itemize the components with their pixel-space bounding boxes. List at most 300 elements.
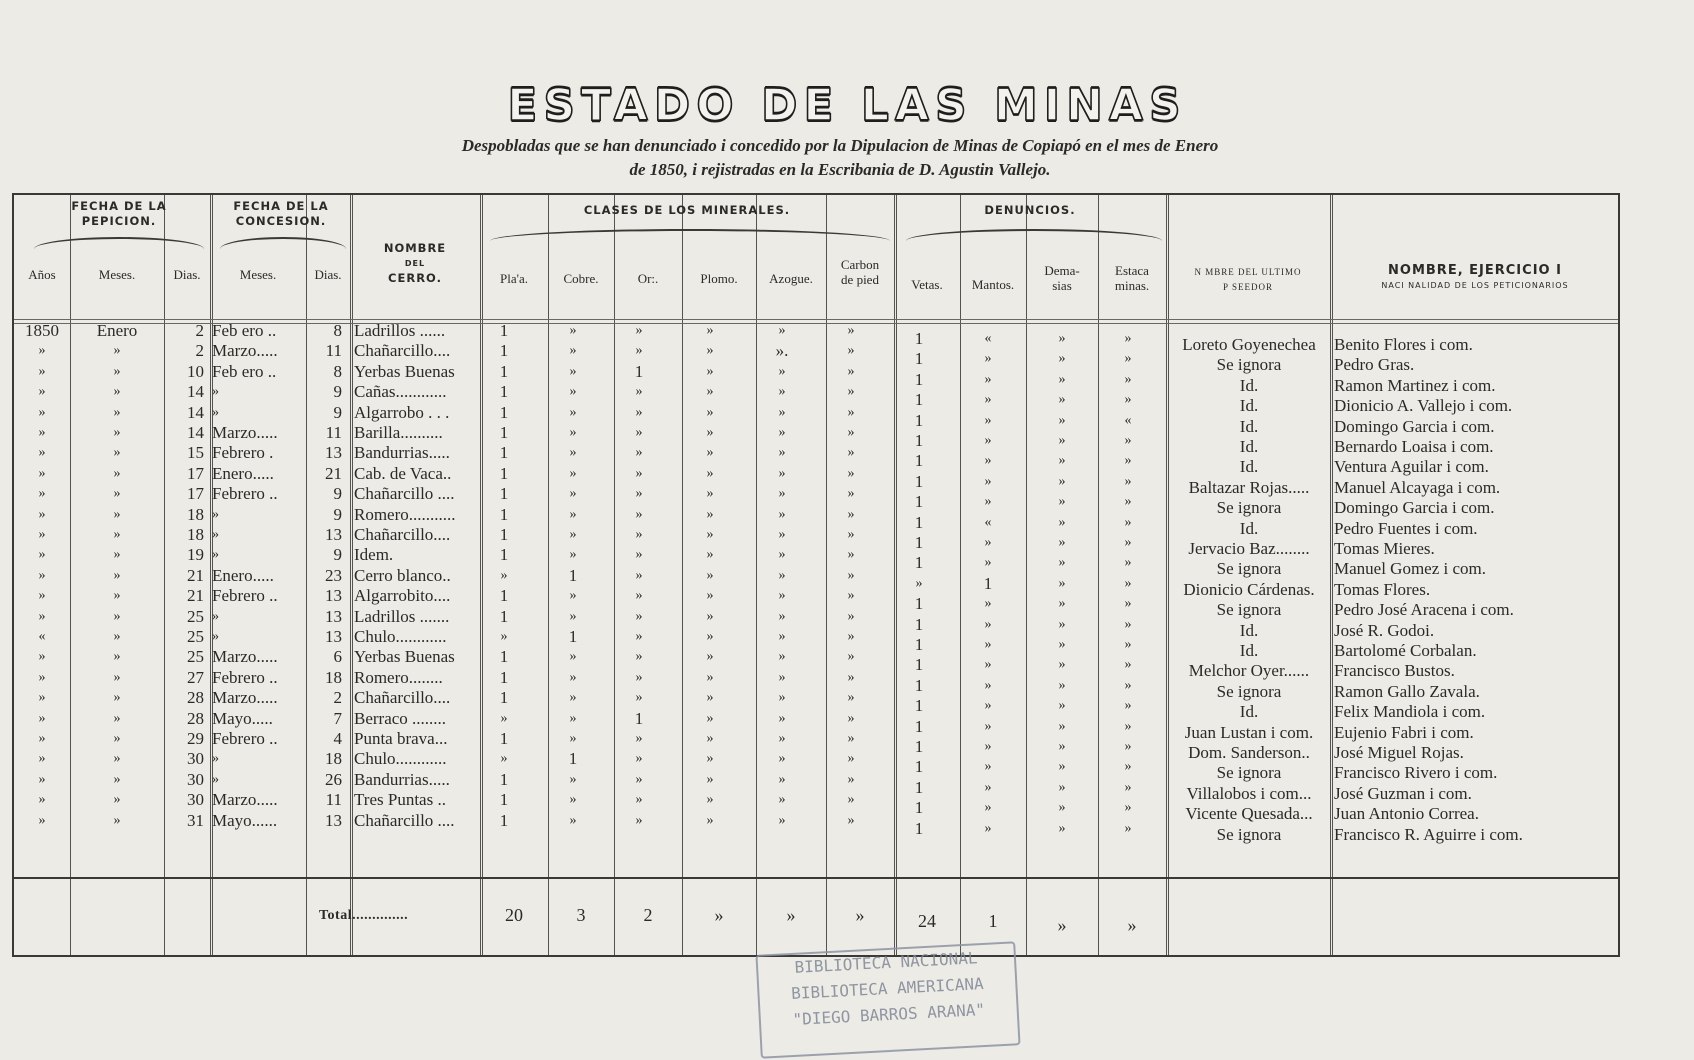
cell-cerro: Romero........... [354,504,456,524]
cell-cmes: Febrero .. [212,667,278,687]
cell-cerro: Bandurrias..... [354,769,450,789]
cell-demasias: » [1058,535,1066,550]
cell-cerro: Tres Puntas .. [354,790,446,810]
cell-vetas: 1 [914,390,924,410]
header-meses-concesion: Meses. [239,267,277,282]
cell-dia: 14 [187,423,204,442]
cell-vetas: 1 [914,696,924,716]
cell-plomo: » [706,812,714,828]
cell-demasias: » [1058,820,1066,836]
cell-mes: » [113,812,121,828]
page-title: ESTADO DE LAS MINAS [507,80,1187,131]
cell-dia: 14 [187,402,204,422]
cell-estaca: » [1124,718,1132,734]
cell-azogue: ». [775,341,789,361]
cell-mes: » [113,629,121,644]
cell-plata: 1 [499,545,509,565]
cell-plata: 1 [499,423,509,442]
cell-mantos: » [984,616,992,632]
cell-dia: 29 [187,729,204,748]
cell-mantos: » [984,535,992,550]
header-demasias-line-1: Dema- [1044,263,1080,278]
cell-peticionario: Tomas Mieres. [1334,539,1435,558]
cell-vetas: 1 [914,675,924,695]
cell-azogue: » [778,425,786,440]
header-dias: Dias. [173,267,201,282]
cell-azogue: » [778,771,786,787]
cell-cmes: » [212,404,219,420]
cell-mes: Enero [96,321,138,340]
cell-mantos: » [984,677,992,693]
cell-peticionario: Ramon Gallo Zavala. [1334,681,1480,701]
cell-poseedor: Dionicio Cárdenas. [1183,579,1315,599]
cell-cerro: Barilla.......... [354,423,443,442]
cell-azogue: » [778,710,786,726]
cell-ano: » [38,425,46,440]
cell-cmes: » [212,608,219,624]
cell-mes: » [113,486,121,502]
cell-mantos: » [984,657,992,673]
cell-demasias: » [1058,555,1066,571]
cell-cmes: Enero..... [212,463,274,483]
total-mantos: 1 [988,911,998,931]
cell-mantos: » [984,555,992,571]
cell-cdia: 13 [325,606,342,626]
cell-cmes: » [212,771,219,787]
cell-plomo: » [706,629,714,644]
cell-ano: » [38,812,46,828]
cell-ano: » [38,445,46,461]
cell-dia: 30 [187,769,204,789]
cell-cmes: Febrero . [212,443,274,463]
cell-plomo: » [706,323,714,338]
cell-azogue: » [778,608,786,624]
cell-mes: » [113,547,121,563]
cell-cmes: » [212,384,219,400]
header-fecha-peticion: FECHA DE LA PEPICION. [71,199,167,228]
header-rule [14,319,1618,320]
cell-demasias: » [1058,718,1066,734]
cell-poseedor: Id. [1239,620,1259,640]
cell-estaca: » [1124,473,1132,489]
cell-vetas: 1 [914,655,924,675]
cell-plata: » [500,751,508,767]
cell-estaca: » [1124,677,1132,693]
cell-cobre: » [569,608,577,624]
cell-cerro: Yerbas Buenas [354,647,455,667]
cell-estaca: » [1124,759,1132,775]
cell-azogue: » [778,751,786,767]
cell-estaca: » [1124,433,1132,448]
cell-azogue: » [778,323,786,338]
cell-demasias: » [1058,698,1066,714]
cell-plata: 1 [499,729,509,748]
cell-dia: 2 [195,341,204,361]
subtitle-line-2: de 1850, i rejistradas en la Escribania de D. Agustin Vallejo. [629,160,1051,179]
header-azogue: Azogue. [769,271,813,286]
cell-mes: » [113,649,121,665]
cell-mantos: » [984,739,992,754]
header-peticionarios-line-1: NOMBRE, EJERCICIO I [1388,263,1562,278]
cell-carbon: » [847,404,855,420]
cell-plata: 1 [499,382,509,402]
cell-plata: » [500,629,508,644]
cell-estaca: » [1124,596,1132,612]
cell-cmes: Marzo..... [212,790,278,810]
cell-peticionario: Francisco Bustos. [1334,661,1455,681]
cell-vetas: 1 [914,451,924,471]
cell-plomo: » [706,384,714,400]
cell-demasias: » [1058,739,1066,754]
cell-cobre: » [569,323,577,338]
cell-dia: 10 [187,361,204,381]
cell-cerro: Algarrobito.... [354,586,451,606]
cell-plata: 1 [499,525,509,544]
cell-mes: » [113,363,121,379]
cell-oro: » [635,669,643,685]
cell-carbon: » [847,445,855,461]
cell-azogue: » [778,465,786,481]
cell-ano: » [38,547,46,563]
cell-peticionario: Ramon Martinez i com. [1334,375,1496,395]
cell-ano: 1850 [25,321,59,340]
cell-oro: » [635,567,643,583]
cell-vetas: 1 [914,594,924,614]
cell-estaca: » [1124,535,1132,550]
cell-demasias: » [1058,677,1066,693]
cell-plata: 1 [499,769,509,789]
cell-cerro: Bandurrias..... [354,443,450,463]
cell-carbon: » [847,486,855,502]
cell-cerro: Yerbas Buenas [354,361,455,381]
cell-dia: 18 [187,525,204,544]
cell-cobre: » [569,547,577,563]
cell-plata: 1 [499,667,509,687]
cell-plata: 1 [499,341,509,361]
cell-mes: » [113,445,121,461]
cell-carbon: » [847,629,855,644]
cell-mantos: » [984,494,992,510]
cell-cmes: Febrero .. [212,586,278,606]
total-estaca: » [1127,915,1137,935]
cell-cdia: 13 [325,627,342,646]
cell-azogue: » [778,363,786,379]
header-nombre-line: NOMBRE [383,241,447,255]
cell-mantos: » [984,759,992,775]
cell-cobre: » [569,731,577,746]
cell-vetas: 1 [914,410,924,430]
cell-cerro: Chañarcillo.... [354,688,451,708]
cell-cdia: 9 [333,402,342,422]
cell-dia: 18 [187,504,204,524]
cell-mes: » [113,425,121,440]
cell-cobre: » [569,669,577,685]
cell-vetas: 1 [914,757,924,777]
cell-carbon: » [847,771,855,787]
header-mantos: Mantos. [971,277,1015,292]
stamp-line-1: BIBLIOTECA NACIONAL [794,948,978,977]
cell-azogue: » [778,731,786,746]
cell-carbon: » [847,710,855,726]
cell-estaca: » [1124,555,1132,571]
cell-demasias: » [1058,453,1066,469]
subtitle-line-1: Despobladas que se han denunciado i concedido por la Dipulacion de Minas de Copiapó en el mes de Enero [461,136,1219,155]
cell-cmes: Mayo..... [212,708,273,728]
cell-cdia: 11 [325,423,342,442]
cell-cerro: Punta brava... [354,729,448,748]
cell-poseedor: Id. [1239,375,1259,395]
cell-demasias: » [1058,351,1066,367]
total-label: Total.............. [319,908,409,923]
cell-cobre: » [569,486,577,502]
header-demasias [1026,263,1098,293]
cell-dia: 21 [187,586,204,606]
header-carbon [826,257,894,287]
header-clases: CLASES DE LOS MINERALES. [583,203,791,217]
cell-oro: » [635,792,643,808]
cell-poseedor: Se ignora [1216,824,1282,844]
cell-oro: » [635,812,643,828]
header-nombre-cerro [350,241,480,286]
cell-oro: » [635,547,643,563]
cell-poseedor: Vicente Quesada... [1185,804,1313,824]
header-dias-concesion: Dias. [314,267,342,282]
cell-poseedor: Se ignora [1216,498,1282,518]
cell-carbon: » [847,323,855,338]
cell-plomo: » [706,404,714,420]
cell-plomo: » [706,649,714,665]
header-oro: Or:. [637,271,659,286]
cell-plata: 1 [499,361,509,381]
cell-mantos: » [984,351,992,367]
cell-azogue: » [778,486,786,502]
cell-mes: » [113,710,121,726]
cell-peticionario: Manuel Gomez i com. [1334,559,1487,579]
cell-peticionario: Pedro Fuentes i com. [1334,518,1478,538]
total-rule [14,877,1618,879]
column-rule [1330,195,1333,955]
cell-mes: » [113,792,121,808]
cell-cmes: » [212,506,219,522]
cell-dia: 25 [187,606,204,626]
cell-ano: » [38,588,46,604]
cell-estaca: » [1124,392,1132,408]
cell-dia: 14 [187,382,204,402]
cell-mantos: » [984,371,992,387]
cell-ano: » [38,731,46,746]
cell-mes: » [113,567,121,583]
cell-vetas: 1 [914,533,924,552]
cell-peticionario: Domingo Garcia i com. [1334,498,1495,518]
cell-dia: 28 [187,688,204,708]
cell-azogue: » [778,404,786,420]
cell-poseedor: Se ignora [1216,355,1282,375]
cell-plomo: » [706,771,714,787]
cell-plata: 1 [499,790,509,810]
cell-demasias: » [1058,657,1066,673]
cell-poseedor: Melchor Oyer...... [1188,661,1310,681]
cell-vetas: 1 [914,737,924,756]
cell-estaca: » [1124,616,1132,632]
cell-vetas: 1 [914,369,924,389]
cell-poseedor: Loreto Goyenechea [1182,335,1316,354]
cell-estaca: » [1124,575,1132,591]
cell-cobre: » [569,527,577,542]
cell-poseedor: Villalobos i com... [1186,783,1312,803]
cell-mantos: « [984,331,992,346]
cell-ano: » [38,404,46,420]
mines-table [12,193,1620,957]
header-del-line: DEL [404,259,426,268]
cell-cerro: Idem. [354,545,394,565]
cell-cerro: Ladrillos ...... [354,321,446,340]
cell-mes: » [113,669,121,685]
cell-plomo: » [706,486,714,502]
cell-dia: 30 [187,749,204,769]
cell-mantos: » [984,453,992,469]
cell-peticionario: Dionicio A. Vallejo i com. [1334,396,1513,416]
total-plata: 20 [505,905,523,925]
header-poseedor-line-1: N MBRE DEL ULTIMO [1194,267,1302,277]
cell-azogue: » [778,812,786,828]
cell-plomo: » [706,608,714,624]
cell-mes: » [113,690,121,706]
cell-vetas: 1 [914,716,924,736]
cell-dia: 27 [187,667,204,687]
cell-carbon: » [847,425,855,440]
page-subtitle [140,134,1540,182]
library-stamp [755,941,1020,1058]
cell-cdia: 11 [325,341,342,361]
cell-peticionario: Francisco R. Aguirre i com. [1334,824,1523,844]
cell-mantos: « [984,514,992,530]
cell-estaca: » [1124,739,1132,754]
cell-plomo: » [706,567,714,583]
cell-dia: 17 [187,484,204,504]
header-fecha-concesion: FECHA DE LA CONCESION. [233,199,329,228]
header-vetas: Vetas. [911,277,943,292]
header-anos: Años [28,267,56,282]
cell-dia: 15 [187,443,204,463]
stamp-line-2: BIBLIOTECA AMERICANA [790,973,985,1004]
cell-cerro: Cañas............ [354,382,447,402]
cell-estaca: » [1124,453,1132,469]
cell-demasias: » [1058,473,1066,489]
cell-vetas: 1 [914,431,924,450]
cell-oro: » [635,649,643,665]
cell-demasias: » [1058,596,1066,612]
total-vetas: 24 [918,911,936,931]
cell-demasias: » [1058,637,1066,652]
cell-cerro: Chañarcillo .... [354,484,455,504]
cell-cobre: » [569,771,577,787]
cell-oro: » [635,445,643,461]
cell-mantos: » [984,718,992,734]
cell-mes: » [113,527,121,542]
cell-cmes: Marzo..... [212,341,278,361]
cell-dia: 25 [187,647,204,667]
total-demasias: » [1057,915,1067,935]
cell-cmes: Mayo...... [212,810,278,830]
header-meses: Meses. [98,267,136,282]
cell-cmes: Feb ero .. [212,361,277,381]
cell-plata: 1 [499,402,509,422]
cell-dia: 30 [187,790,204,810]
cell-azogue: » [778,384,786,400]
cell-cobre: » [569,506,577,522]
cell-oro: » [635,588,643,604]
cell-poseedor: Se ignora [1216,681,1282,701]
cell-peticionario: Bernardo Loaisa i com. [1334,437,1494,456]
cell-vetas: 1 [914,614,924,634]
cell-mes: » [113,506,121,522]
cell-mantos: » [984,779,992,795]
cell-poseedor: Juan Lustan i com. [1184,722,1314,742]
cell-oro: » [635,404,643,420]
cell-poseedor: Id. [1239,641,1259,660]
cell-mes: » [113,608,121,624]
cell-plomo: » [706,506,714,522]
cell-plata: 1 [499,810,509,830]
cell-dia: 28 [187,708,204,728]
cell-carbon: » [847,547,855,563]
cell-ano: » [38,608,46,624]
cell-oro: » [635,465,643,481]
cell-cobre: » [569,812,577,828]
cell-ano: » [38,710,46,726]
cell-poseedor: Dom. Sanderson.. [1188,743,1310,762]
cell-mes: » [113,384,121,400]
cell-peticionario: Eujenio Fabri i com. [1334,722,1474,742]
cell-demasias: » [1058,392,1066,408]
cell-plomo: » [706,690,714,706]
cell-cmes: » [212,629,219,644]
cell-cerro: Chulo............ [354,749,447,769]
cell-poseedor: Id. [1239,437,1259,456]
cell-peticionario: Pedro José Aracena i com. [1334,600,1514,620]
cell-poseedor: Se ignora [1216,559,1282,579]
cell-vetas: 1 [914,818,924,838]
cell-cdia: 8 [333,321,342,340]
header-estaca-line-2: minas. [1114,278,1150,293]
cell-ano: » [38,690,46,706]
cell-cerro: Ladrillos ....... [354,606,450,626]
cell-carbon: » [847,731,855,746]
cell-plata: 1 [499,321,509,340]
cell-vetas: 1 [914,798,924,818]
cell-vetas: 1 [914,777,924,797]
cell-ano: » [38,506,46,522]
cell-carbon: » [847,384,855,400]
cell-plomo: » [706,527,714,542]
cell-mes: » [113,731,121,746]
cell-carbon: » [847,792,855,808]
cell-cmes: Feb ero .. [212,321,277,340]
cell-demasias: » [1058,800,1066,816]
total-cobre: 3 [576,905,586,925]
cell-poseedor: Id. [1239,518,1259,538]
cell-peticionario: Felix Mandiola i com. [1334,702,1486,722]
cell-peticionario: Manuel Alcayaga i com. [1334,477,1501,497]
cell-azogue: » [778,669,786,685]
header-cerro-line: CERRO. [388,271,442,285]
cell-cdia: 11 [325,790,342,810]
cell-vetas: 1 [914,512,924,532]
cell-plomo: » [706,343,714,359]
cell-plata: 1 [499,606,509,626]
cell-cdia: 4 [333,729,342,748]
cell-estaca: » [1124,800,1132,816]
